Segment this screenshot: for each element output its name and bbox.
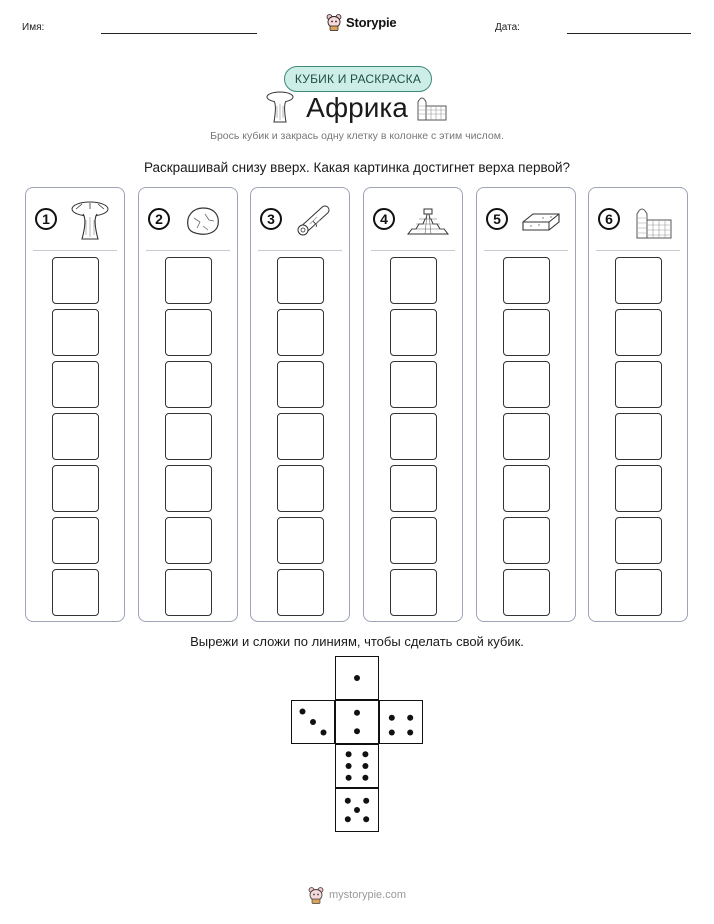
die-face-5 [335,788,379,832]
coloring-cell[interactable] [503,361,550,408]
storypie-mascot-icon [326,13,342,31]
column-1 [25,187,125,622]
coloring-cell[interactable] [615,569,662,616]
coloring-cell[interactable] [277,569,324,616]
rock-icon [181,200,225,240]
coloring-cell[interactable] [165,517,212,564]
baobab-tree-icon [68,200,112,240]
die-pip [346,775,352,781]
column-number: 2 [148,208,170,230]
die-face-4 [379,700,423,744]
coloring-cell[interactable] [52,465,99,512]
die-face-2 [335,700,379,744]
coloring-cell[interactable] [390,413,437,460]
die-pip [310,719,316,725]
column-number: 1 [35,208,57,230]
die-pip [354,710,360,716]
column-divider [258,250,342,251]
column-divider [146,250,230,251]
column-divider [33,250,117,251]
coloring-cell[interactable] [52,257,99,304]
coloring-cell[interactable] [390,465,437,512]
die-pip [389,715,395,721]
coloring-cell[interactable] [277,361,324,408]
name-label: Имя: [22,22,45,33]
date-label: Дата: [495,22,520,33]
die-pips [336,701,378,743]
coloring-cell[interactable] [165,569,212,616]
coloring-cell[interactable] [615,257,662,304]
die-pip [362,751,368,757]
die-pip [345,798,351,804]
die-pip [362,775,368,781]
die-pip [362,763,368,769]
coloring-cell[interactable] [165,257,212,304]
great-zimbabwe-ruins-icon [416,92,448,122]
column-2 [138,187,238,622]
storypie-mascot-icon [308,886,324,904]
column-number: 5 [486,208,508,230]
coloring-cell[interactable] [277,413,324,460]
coloring-cell[interactable] [503,517,550,564]
die-face-1 [335,656,379,700]
die-pip [345,816,351,822]
column-divider [371,250,455,251]
die-pip [346,751,352,757]
die-pip [389,730,395,736]
coloring-cell[interactable] [503,309,550,356]
die-pips [336,789,378,831]
step-pyramid-icon [406,200,450,240]
footer [0,886,714,904]
die-face-3 [291,700,335,744]
coloring-cell[interactable] [615,517,662,564]
brand-logo [326,13,396,31]
mud-brick-icon [519,200,563,240]
activity-badge: КУБИК И РАСКРАСКА [284,66,432,92]
page-title: Африка [306,92,408,123]
die-pip [346,763,352,769]
column-number: 3 [260,208,282,230]
coloring-cell[interactable] [390,361,437,408]
die-face-6 [335,744,379,788]
coloring-cell[interactable] [52,361,99,408]
die-pips [292,701,334,743]
die-pips [336,745,378,787]
coloring-cell[interactable] [615,465,662,512]
die-pip [407,730,413,736]
column-6 [588,187,688,622]
column-3 [250,187,350,622]
die-pip [354,675,360,681]
coloring-cell[interactable] [390,569,437,616]
coloring-cell[interactable] [52,309,99,356]
column-divider [484,250,568,251]
column-4 [363,187,463,622]
coloring-cell[interactable] [503,465,550,512]
coloring-cell[interactable] [277,309,324,356]
coloring-cell[interactable] [165,309,212,356]
coloring-cell[interactable] [390,517,437,564]
coloring-cell[interactable] [277,257,324,304]
die-pips [336,657,378,699]
coloring-cell[interactable] [165,361,212,408]
die-pip [354,728,360,734]
page-subtitle: Брось кубик и закрась одну клетку в колонке с этим числом. [210,130,504,142]
date-line[interactable] [567,33,691,34]
die-pip [363,816,369,822]
coloring-cell[interactable] [615,361,662,408]
coloring-cell[interactable] [165,465,212,512]
cut-instruction: Вырежи и сложи по линиям, чтобы сделать свой кубик. [190,634,524,649]
coloring-cell[interactable] [503,257,550,304]
column-number: 4 [373,208,395,230]
coloring-cell[interactable] [615,309,662,356]
coloring-cell[interactable] [52,517,99,564]
papyrus-scroll-icon [293,200,337,240]
die-pip [363,798,369,804]
die-pip [354,807,360,813]
name-line[interactable] [101,33,257,34]
coloring-cell[interactable] [277,465,324,512]
coloring-cell[interactable] [503,413,550,460]
coloring-cell[interactable] [503,569,550,616]
column-divider [596,250,680,251]
instruction-text: Раскрашивай снизу вверх. Какая картинка достигнет верха первой? [143,160,571,175]
coloring-cell[interactable] [615,413,662,460]
die-pip [300,709,306,715]
coloring-cell[interactable] [390,309,437,356]
coloring-cell[interactable] [52,569,99,616]
coloring-cell[interactable] [277,517,324,564]
die-pips [380,701,422,743]
great-zimbabwe-ruins-icon [631,200,675,240]
brand-name: Storypie [346,14,397,30]
column-5 [476,187,576,622]
footer-site: mystorypie.com [328,889,407,901]
coloring-cell[interactable] [52,413,99,460]
die-pip [321,730,327,736]
column-number: 6 [598,208,620,230]
die-pip [407,715,413,721]
coloring-cell[interactable] [165,413,212,460]
coloring-cell[interactable] [390,257,437,304]
